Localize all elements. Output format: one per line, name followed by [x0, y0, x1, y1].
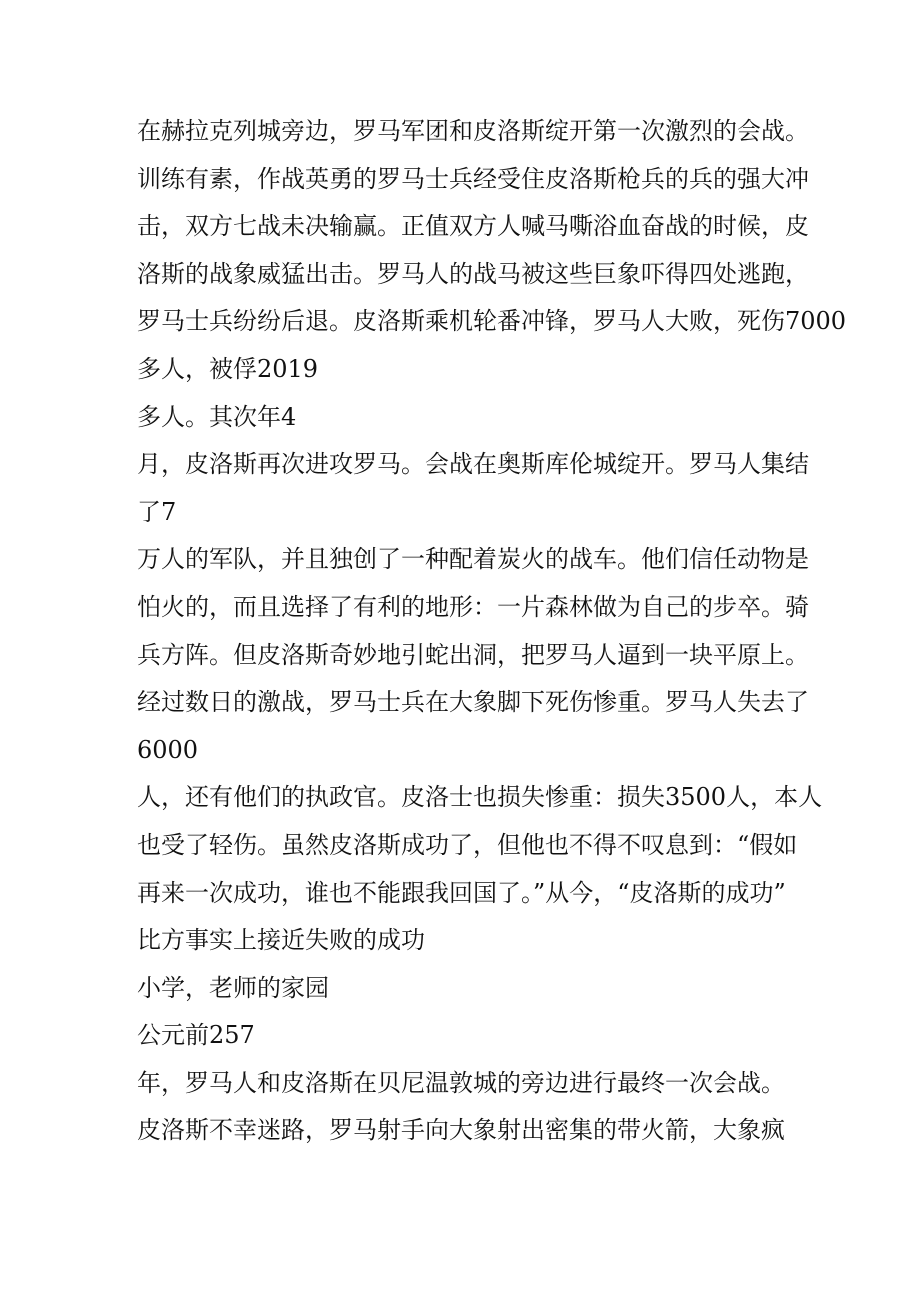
text-line: 训练有素，作战英勇的罗马士兵经受住皮洛斯枪兵的兵的强大冲	[137, 164, 809, 193]
text-line: 洛斯的战象威猛出击。罗马人的战马被这些巨象吓得四处逃跑，	[137, 259, 809, 288]
text-line: 多人，被俘2019	[137, 354, 319, 383]
text-line: 在赫拉克列城旁边，罗马军团和皮洛斯绽开第一次激烈的会战。	[137, 117, 809, 145]
text-line: 6000	[137, 735, 199, 764]
text-line: 了7	[137, 497, 177, 526]
text-line: 皮洛斯不幸迷路，罗马射手向大象射出密集的带火箭，大象疯	[137, 1116, 785, 1145]
text-line: 小学，老师的家园	[137, 973, 329, 1002]
text-line: 罗马士兵纷纷后退。皮洛斯乘机轮番冲锋，罗马人大败，死伤7000	[137, 307, 847, 336]
text-line: 兵方阵。但皮洛斯奇妙地引蛇出洞，把罗马人逼到一块平原上。	[137, 640, 809, 669]
text-line: 怕火的，而且选择了有利的地形：一片森林做为自己的步卒。骑	[137, 592, 809, 621]
body-text	[137, 108, 847, 1155]
text-line: 也受了轻伤。虽然皮洛斯成功了，但他也不得不叹息到：“假如	[137, 830, 798, 859]
text-line: 经过数日的激战，罗马士兵在大象脚下死伤惨重。罗马人失去了	[137, 688, 809, 717]
text-line: 再来一次成功，谁也不能跟我回国了。”从今，“皮洛斯的成功”	[137, 878, 786, 907]
text-line: 人，还有他们的执政官。皮洛士也损失惨重：损失3500人，本人	[137, 783, 823, 812]
text-line: 年，罗马人和皮洛斯在贝尼温敦城的旁边进行最终一次会战。	[137, 1068, 785, 1097]
text-line: 多人。其次年4	[137, 402, 297, 431]
text-line: 月，皮洛斯再次进攻罗马。会战在奥斯库伦城绽开。罗马人集结	[137, 450, 809, 479]
text-line: 万人的军队，并且独创了一种配着炭火的战车。他们信任动物是	[137, 545, 809, 574]
text-line: 击，双方七战未决输赢。正值双方人喊马嘶浴血奋战的时候，皮	[137, 212, 809, 241]
text-line: 比方事实上接近失败的成功	[137, 926, 425, 955]
text-line: 公元前257	[137, 1021, 255, 1050]
